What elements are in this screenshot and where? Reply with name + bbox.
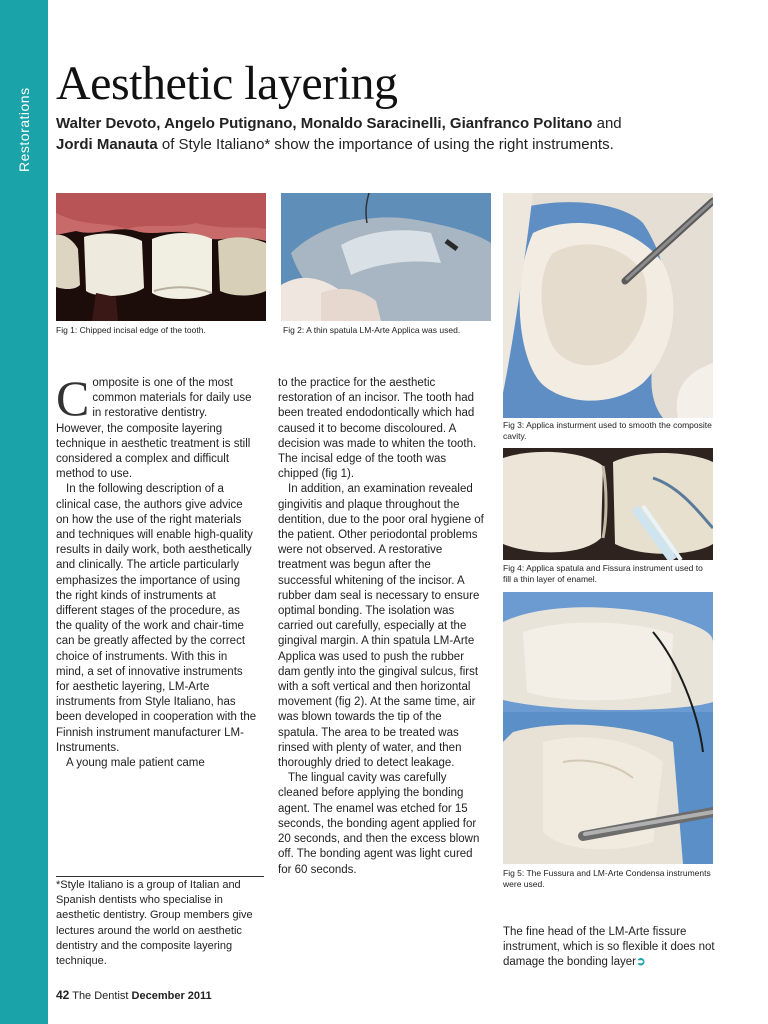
figure-1-photo [56,193,266,321]
figure-1-caption: Fig 1: Chipped incisal edge of the tooth. [56,325,206,335]
column-2-paragraph-1: to the practice for the aesthetic restoration of an incisor. The tooth had been treated endodontically which had caused it to become discoloured. A decision was made to whiten the tooth. The incisal edge of the tooth was chipped (fig 1). [278,377,477,481]
page-folio [56,988,212,1002]
figure-3-caption: Fig 3: Applica insturment used to smooth the composite cavity. [503,420,712,441]
figure-5-caption: Fig 5: The Fussura and LM-Arte Condensa instruments were used. [503,868,711,889]
continue-arrow-icon: ➲ [636,956,646,969]
figure-4-caption: Fig 4: Applica spatula and Fissura instrument used to fill a thin layer of enamel. [503,563,703,584]
column-3-text: The fine head of the LM-Arte fissure instrument, which is so flexible it does not damage the bonding layer [503,926,715,969]
column-1-paragraph-3: A young male patient came [66,757,205,770]
page-number: 42 [56,988,70,1002]
column-2-paragraph-2: In addition, an examination revealed gingivitis and plaque throughout the dentition, due to the poor oral hygiene of the patient. Other periodontal problems were not observed. A restorative treatment was begun after the successful whitening of the incisor. A rubber dam seal is necessary to ensure optimal bonding. The isolation was carried out carefully, especially at the gingival margin. A thin spatula LM-Arte Applica was used to push the rubber dam gently into the gingival sulcus, first with a soft vertical and then horizontal movement (fig 2). At the same time, air was blown towards the tip of the spatula. The area to be treated was rinsed with plenty of water, and then thoroughly dried to detect leakage. [278,483,484,770]
footnote-divider [56,876,264,877]
byline-last-author: Jordi Manauta [56,136,158,153]
drop-cap: C [56,370,90,426]
figure-3-photo [503,193,713,418]
body-column-1 [56,370,258,771]
figure-4-photo [503,448,713,560]
byline-authors: Walter Devoto, Angelo Putignano, Monaldo Saracinelli, Gianfranco Politano [56,115,593,132]
body-column-2 [278,376,484,878]
issue-date: December 2011 [131,990,212,1002]
footnote: *Style Italiano is a group of Italian and Spanish dentists who specialise in aesthetic dentistry. Group members give lectures around the world on aesthetic dentistry and the composite layering technique. [56,879,253,968]
figure-2-photo [281,193,491,321]
section-label: Restorations [16,87,32,172]
byline [56,113,726,155]
byline-and: and [596,115,622,132]
column-2-paragraph-3: The lingual cavity was carefully cleaned before applying the bonding agent. The enamel was etched for 15 seconds, the bonding agent applied for 20 seconds, and then the excess blown off. The bonding agent was light cured for 60 seconds. [278,772,480,876]
figure-2-caption: Fig 2: A thin spatula LM-Arte Applica was used. [283,325,461,335]
column-1-paragraph-2: In the following description of a clinical case, the authors give advice on how the use of the right materials and techniques will enable high-quality results in daily work, both aesthetically and clinically. The article particularly emphasizes the importance of using the right kinds of instruments at different stages of the procedure, as the quality of the work and chair-time can be greatly affected by the correct choice of instruments. With this in mind, a set of innovative instruments for aesthetic layering, LM-Arte instruments from Style Italiano, has been developed in cooperation with the Finnish instrument manufacturer LM-Instruments. [56,483,257,754]
figure-5-photo [503,592,713,864]
byline-tail: of Style Italiano* show the importance of using the right instruments. [161,136,614,153]
column-1-paragraph-1-text: omposite is one of the most common materials for daily use in restorative dentistry. However, the composite layering technique in aesthetic treatment is still considered a complex and difficult method to use. [56,377,252,481]
article-title: Aesthetic layering [56,57,398,110]
column-3-paragraph [503,925,715,971]
column-1-paragraph-1 [56,370,258,482]
publication-name: The Dentist [72,990,129,1002]
